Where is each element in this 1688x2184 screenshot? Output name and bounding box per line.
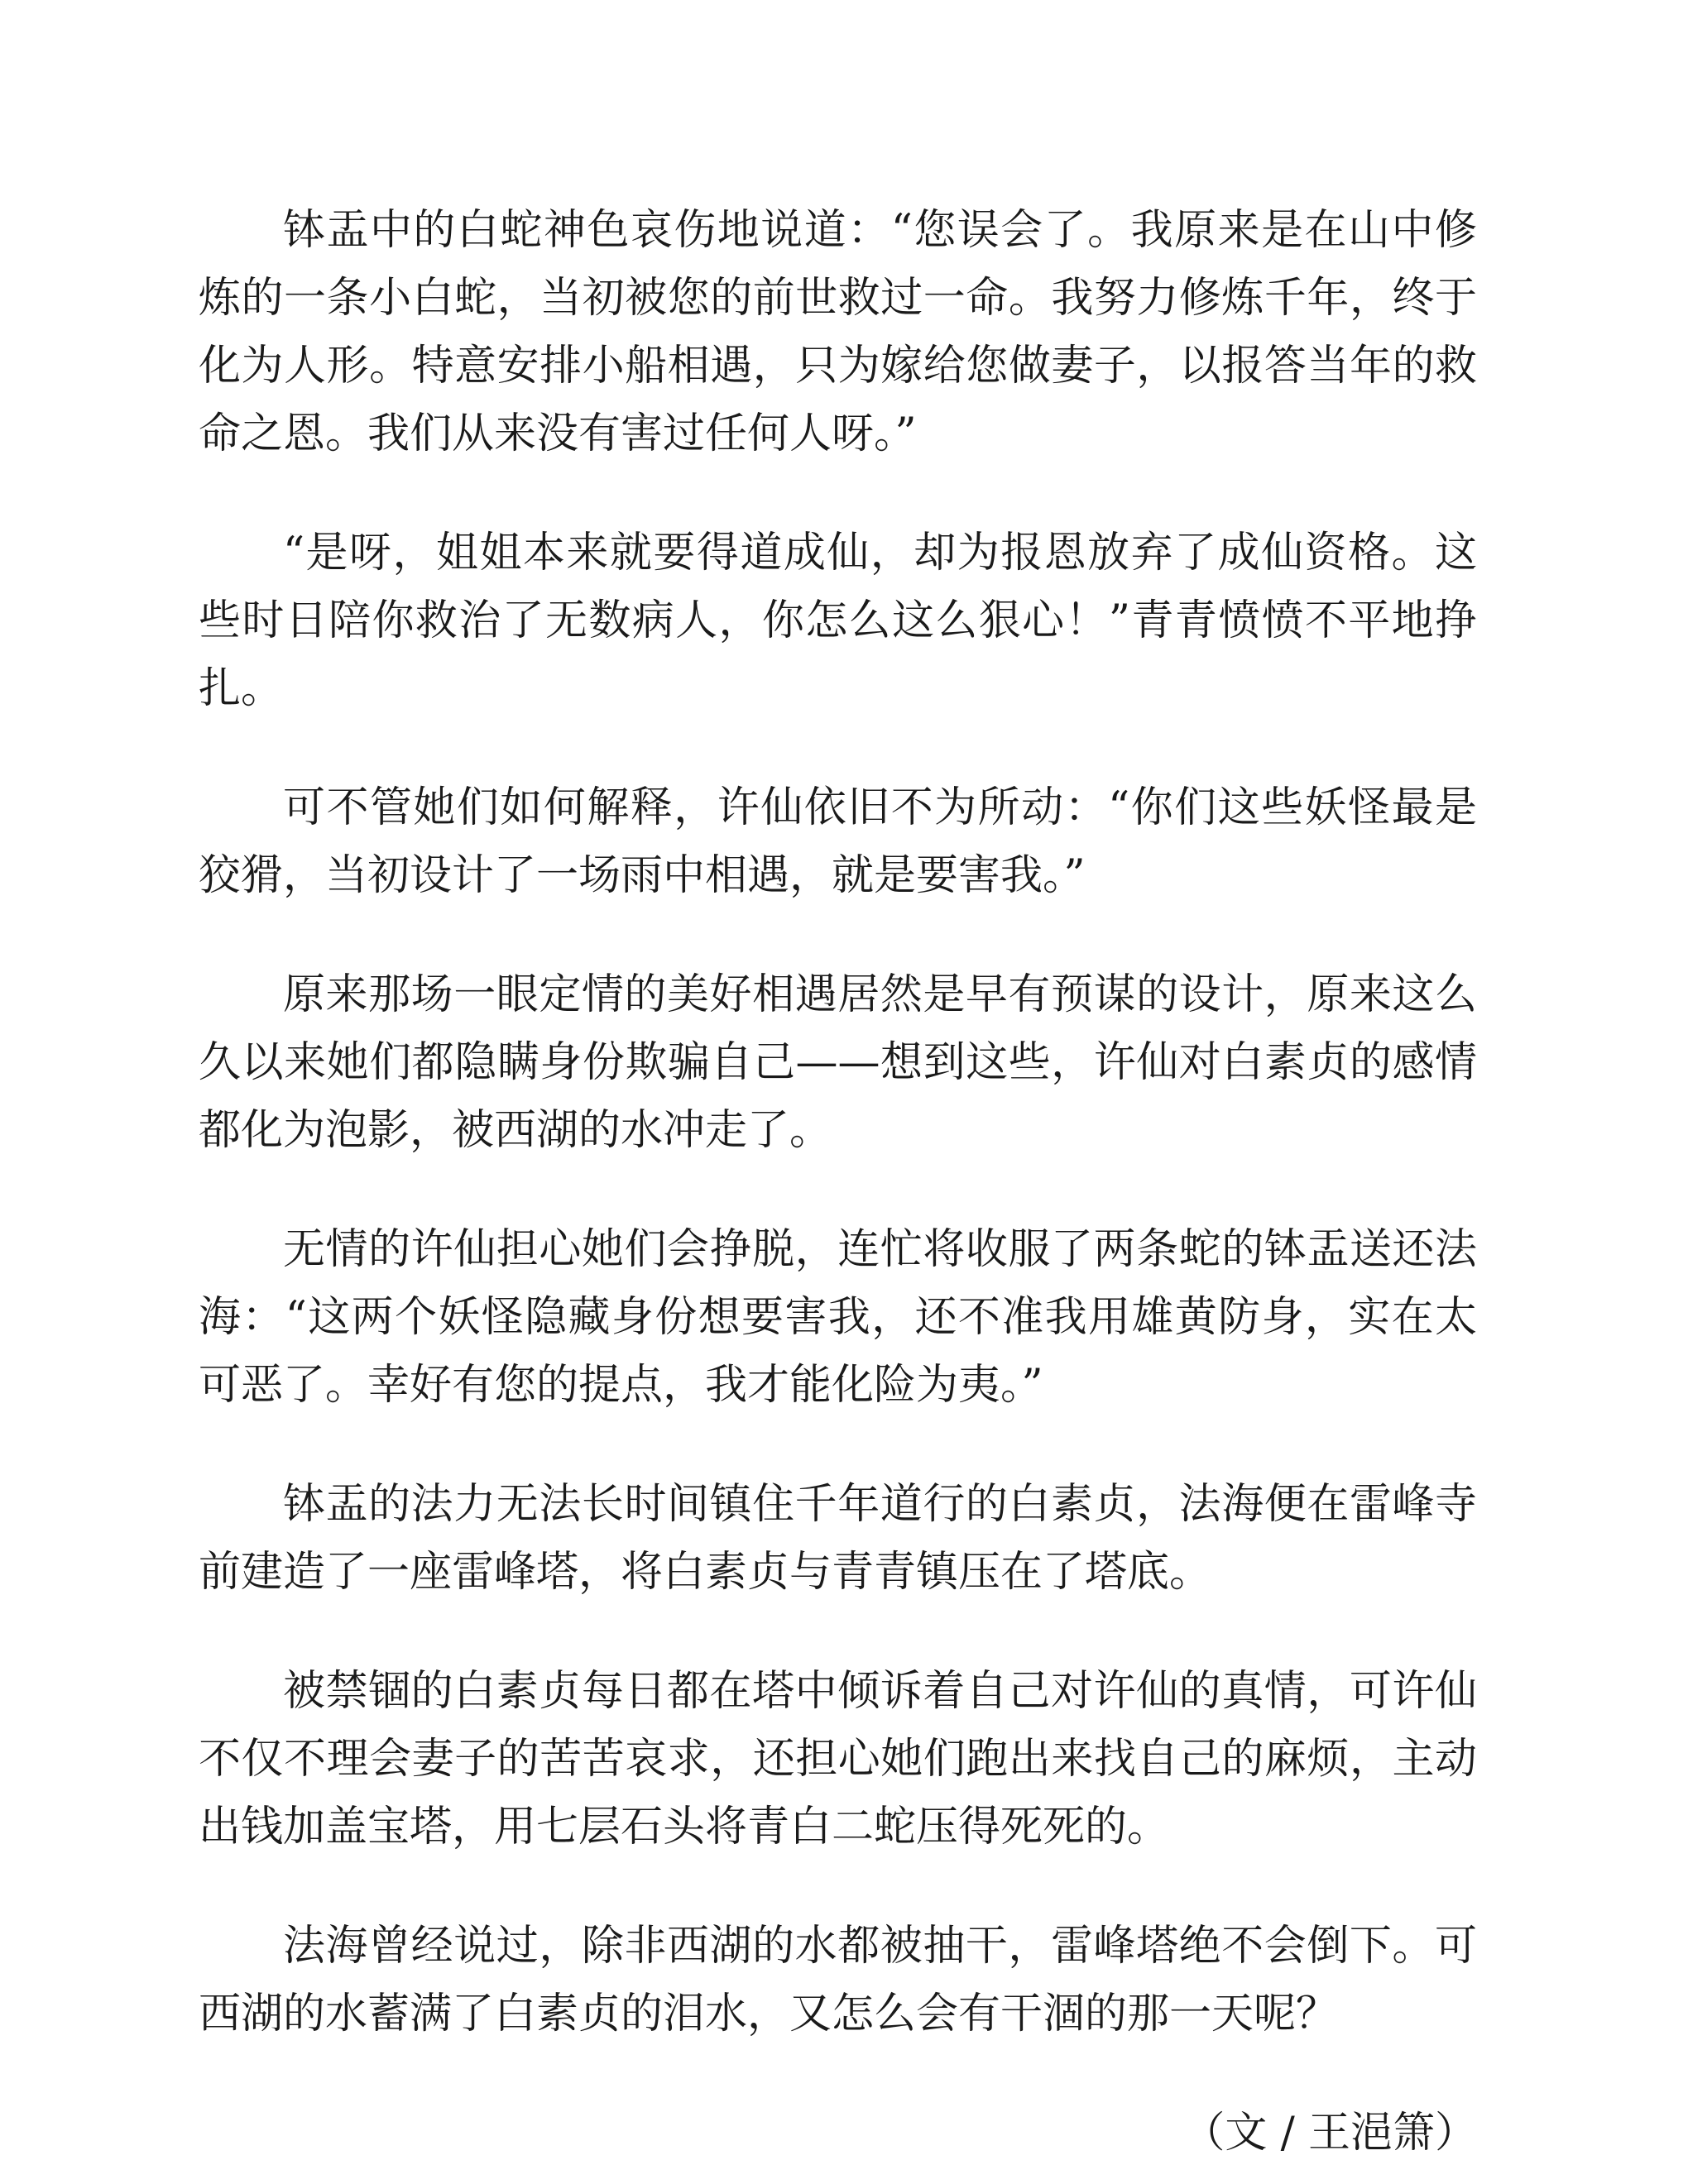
paragraph-5: 无情的许仙担心她们会挣脱，连忙将收服了两条蛇的钵盂送还法海：“这两个妖怪隐藏身份想要害我，还不准我用雄黄防身，实在太可恶了。幸好有您的提点，我才能化险为夷。” [199,1225,1477,1410]
paragraph-6: 钵盂的法力无法长时间镇住千年道行的白素贞，法海便在雷峰寺前建造了一座雷峰塔，将白素贞与青青镇压在了塔底。 [199,1480,1477,1597]
paragraph-7: 被禁锢的白素贞每日都在塔中倾诉着自己对许仙的真情，可许仙不仅不理会妻子的苦苦哀求，还担心她们跑出来找自己的麻烦，主动出钱加盖宝塔，用七层石头将青白二蛇压得死死的。 [199,1667,1477,1851]
paragraph-4: 原来那场一眼定情的美好相遇居然是早有预谋的设计，原来这么久以来她们都隐瞒身份欺骗自己——想到这些，许仙对白素贞的感情都化为泡影，被西湖的水冲走了。 [199,970,1477,1155]
paragraph-2: “是呀，姐姐本来就要得道成仙，却为报恩放弃了成仙资格。这些时日陪你救治了无数病人，你怎么这么狠心！”青青愤愤不平地挣扎。 [199,529,1477,713]
paragraph-1: 钵盂中的白蛇神色哀伤地说道：“您误会了。我原来是在山中修炼的一条小白蛇，当初被您的前世救过一命。我努力修炼千年，终于化为人形。特意安排小船相遇，只为嫁给您做妻子，以报答当年的救命之恩。我们从来没有害过任何人呀。” [199,206,1477,458]
paragraph-8: 法海曾经说过，除非西湖的水都被抽干，雷峰塔绝不会倒下。可西湖的水蓄满了白素贞的泪水，又怎么会有干涸的那一天呢？ [199,1922,1477,2038]
paragraph-3: 可不管她们如何解释，许仙依旧不为所动：“你们这些妖怪最是狡猾，当初设计了一场雨中相遇，就是要害我。” [199,783,1477,900]
article-body [199,197,1477,2167]
author-signature: （文 / 王浥箫） [1182,2109,1477,2158]
